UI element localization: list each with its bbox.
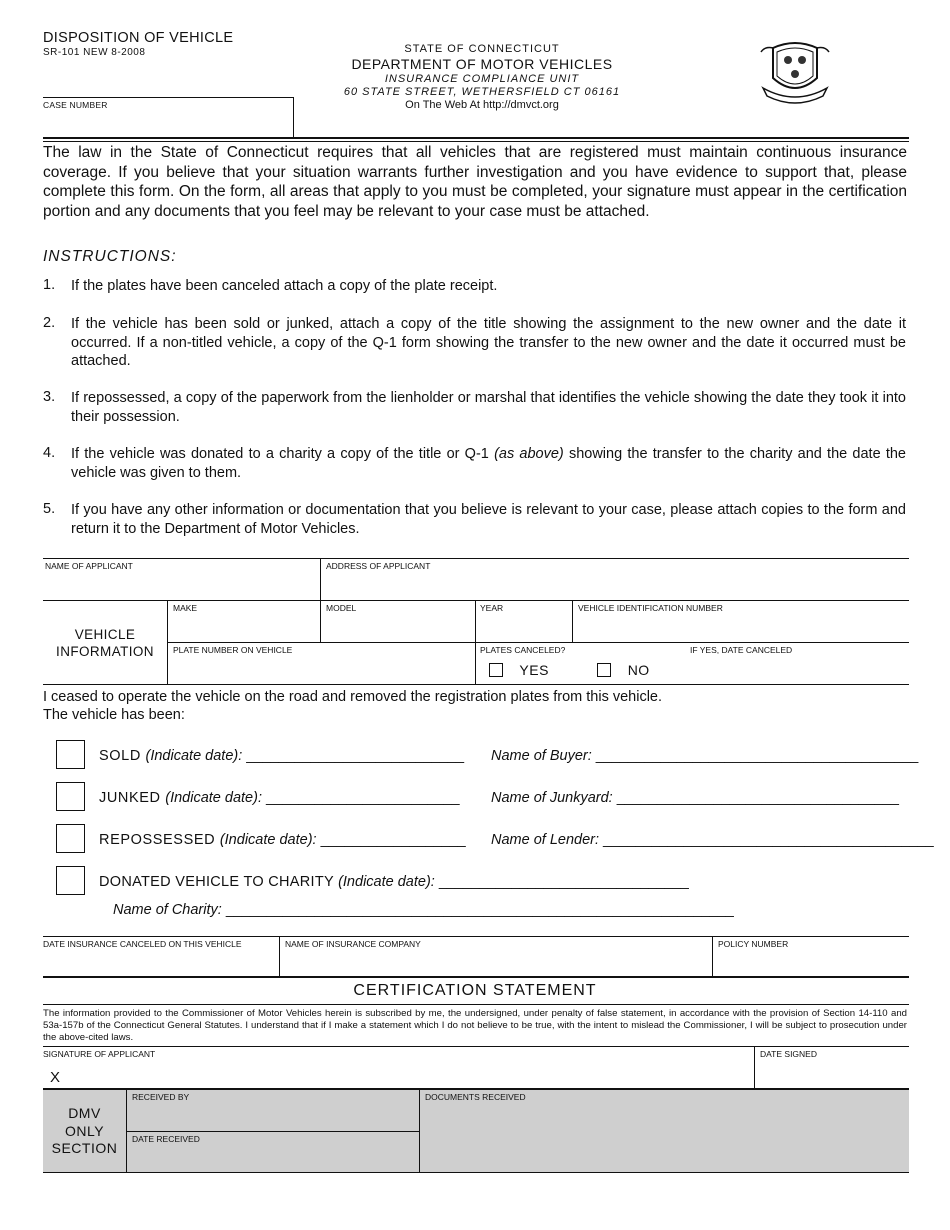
buyer-label: Name of Buyer: (491, 748, 592, 764)
documents-received-field[interactable] (420, 1090, 909, 1172)
junked-option (99, 790, 460, 806)
junkyard-label: Name of Junkyard: (491, 790, 613, 806)
applicant-name-label: NAME OF APPLICANT (45, 561, 133, 571)
charity-field (113, 902, 734, 918)
vehicle-label-line: VEHICLE (74, 627, 136, 642)
date-signed-label: DATE SIGNED (760, 1049, 817, 1059)
vehicle-has-been: The vehicle has been: (43, 707, 185, 723)
policy-number-label: POLICY NUMBER (718, 939, 789, 949)
sold-checkbox[interactable] (56, 740, 85, 769)
received-by-field[interactable] (127, 1090, 419, 1131)
vehicle-section-label (43, 626, 167, 660)
dmv-label-line: DMV (68, 1105, 101, 1121)
signature-field[interactable] (43, 1047, 754, 1088)
vehicle-label-line: INFORMATION (56, 644, 154, 659)
state-seal-icon (755, 38, 835, 108)
lender-field (491, 832, 934, 848)
dmv-label-line: SECTION (51, 1140, 118, 1156)
department-name: DEPARTMENT OF MOTOR VEHICLES (351, 56, 613, 72)
vin-label: VEHICLE IDENTIFICATION NUMBER (578, 603, 723, 613)
unit-name: INSURANCE COMPLIANCE UNIT (384, 73, 580, 85)
lender-line[interactable]: _________________________________________ (599, 832, 934, 848)
repossessed-checkbox[interactable] (56, 824, 85, 853)
donated-hint: (Indicate date): (338, 874, 435, 890)
applicant-address-label: ADDRESS OF APPLICANT (326, 561, 431, 571)
instruction-number: 1. (43, 277, 56, 293)
repossessed-option (99, 832, 466, 848)
make-label: MAKE (173, 603, 198, 613)
junked-hint: (Indicate date): (165, 790, 262, 806)
form-title: DISPOSITION OF VEHICLE (43, 30, 234, 46)
date-signed-field[interactable] (755, 1047, 909, 1088)
donated-checkbox[interactable] (56, 866, 85, 895)
plates-canceled-cell (476, 643, 688, 684)
plates-canceled-no-checkbox[interactable] (597, 663, 611, 677)
form-number: SR-101 NEW 8-2008 (43, 47, 146, 58)
certification-title: CERTIFICATION STATEMENT (353, 982, 597, 999)
case-number-field[interactable] (43, 112, 291, 136)
certification-text: The information provided to the Commissioner of Motor Vehicles herein is subscribed by me, the undersigned, under penalty of false statement, in accordance with the provision of Section 14-110 and 53a-157b of the Connecticut General Statutes. I understand that if I make a statement which I do not believe to be true, with the intent to mislead the Commissioner, I will be subject to prosecution under the above-cited laws. (43, 1008, 907, 1043)
donated-label: DONATED VEHICLE TO CHARITY (99, 874, 339, 890)
applicant-address-field[interactable] (321, 559, 909, 600)
agency-block (300, 43, 664, 111)
junked-date-line[interactable]: ________________________ (261, 790, 460, 806)
received-by-label: RECEIVED BY (132, 1092, 190, 1102)
instruction-number: 2. (43, 315, 56, 331)
repossessed-date-line[interactable]: __________________ (316, 832, 466, 848)
plates-canceled-label: PLATES CANCELED? (480, 645, 566, 655)
instruction-text: If you have any other information or documentation that you believe is relevant to your case, please attach copies to the form and return it to the Department of Motor Vehicles. (71, 502, 906, 537)
date-canceled-field[interactable] (688, 643, 909, 684)
repossessed-hint: (Indicate date): (219, 832, 317, 848)
insurance-company-label: NAME OF INSURANCE COMPANY (285, 939, 421, 949)
sold-date-line[interactable]: ___________________________ (242, 748, 465, 764)
agency-web: On The Web At http://dmvct.org (405, 99, 559, 111)
intro-paragraph: The law in the State of Connecticut requires that all vehicles that are registered must maintain continuous insurance coverage. If you believe that your situation warrants further investigation and you have evidence to support that, please complete this form. On the form, all areas that apply to you must be completed, your signature must appear in the certification portion and any documents that you feel may be relevant to your case must be attached. (43, 144, 907, 220)
junked-label: JUNKED (99, 790, 166, 806)
sold-hint: (Indicate date): (145, 748, 243, 764)
date-received-label: DATE RECEIVED (132, 1134, 200, 1144)
signature-label: SIGNATURE OF APPLICANT (43, 1049, 156, 1059)
charity-label: Name of Charity: (113, 902, 222, 918)
insurance-date-label: DATE INSURANCE CANCELED ON THIS VEHICLE (43, 939, 242, 949)
junked-checkbox[interactable] (56, 782, 85, 811)
applicant-name-field[interactable] (43, 559, 320, 600)
instruction-text-part: showing the transfer to the charity and the date the vehicle was given to them. (71, 446, 906, 481)
junkyard-field (491, 790, 899, 806)
no-label: NO (627, 662, 650, 678)
year-field[interactable] (476, 601, 572, 642)
date-received-field[interactable] (127, 1132, 419, 1172)
instruction-number: 4. (43, 445, 56, 461)
make-field[interactable] (168, 601, 320, 642)
instruction-text: If repossessed, a copy of the paperwork from the lienholder or marshal that identifies the vehicle showing the date they took it into their possession. (71, 390, 906, 425)
dmv-section-label (43, 1105, 126, 1158)
year-label: YEAR (480, 603, 504, 613)
insurance-company-field[interactable] (280, 937, 712, 976)
instruction-number: 5. (43, 501, 56, 517)
donated-option (99, 874, 689, 890)
signature-mark: X (50, 1069, 61, 1086)
charity-line[interactable]: _______________________________________________________________ (221, 902, 734, 918)
documents-received-label: DOCUMENTS RECEIVED (425, 1092, 526, 1102)
sold-option (99, 748, 464, 764)
plate-number-label: PLATE NUMBER ON VEHICLE (173, 645, 293, 655)
dmv-label-line: ONLY (64, 1122, 105, 1139)
junkyard-line[interactable]: ___________________________________ (612, 790, 899, 806)
lender-label: Name of Lender: (491, 832, 600, 848)
instruction-text: If the plates have been canceled attach a copy of the plate receipt. (71, 278, 498, 294)
policy-number-field[interactable] (713, 937, 909, 976)
instruction-text: If the vehicle has been sold or junked, attach a copy of the title showing the assignment to the new owner and the date it occurred. If a non-titled vehicle, a copy of the Q-1 form showing the transfer to the new owner and the date it occurred must be attached. (71, 316, 906, 369)
instruction-number: 3. (43, 389, 56, 405)
sold-label: SOLD (99, 748, 146, 764)
insurance-date-field[interactable] (43, 937, 279, 976)
date-canceled-label: IF YES, DATE CANCELED (690, 645, 793, 655)
instruction-text-italic: (as above) (494, 446, 564, 462)
plate-number-field[interactable] (168, 643, 475, 684)
donated-date-line[interactable]: _______________________________ (434, 874, 689, 890)
instruction-text-part: If the vehicle was donated to a charity a copy of the title or Q-1 (71, 446, 495, 462)
instruction-text (71, 445, 906, 482)
buyer-line[interactable]: ________________________________________ (591, 748, 919, 764)
model-label: MODEL (326, 603, 357, 613)
repossessed-label: REPOSSESSED (99, 832, 220, 848)
state-name: STATE OF CONNECTICUT (404, 43, 560, 55)
case-number-label: CASE NUMBER (43, 100, 108, 110)
yes-label: YES (519, 662, 549, 678)
ceased-statement: I ceased to operate the vehicle on the road and removed the registration plates from this vehicle. (43, 689, 663, 705)
vin-field[interactable] (573, 601, 909, 642)
agency-address: 60 STATE STREET, WETHERSFIELD CT 06161 (343, 86, 621, 98)
instructions-heading: INSTRUCTIONS: (43, 248, 177, 265)
plates-canceled-yes-checkbox[interactable] (489, 663, 503, 677)
model-field[interactable] (321, 601, 475, 642)
buyer-field (491, 748, 918, 764)
